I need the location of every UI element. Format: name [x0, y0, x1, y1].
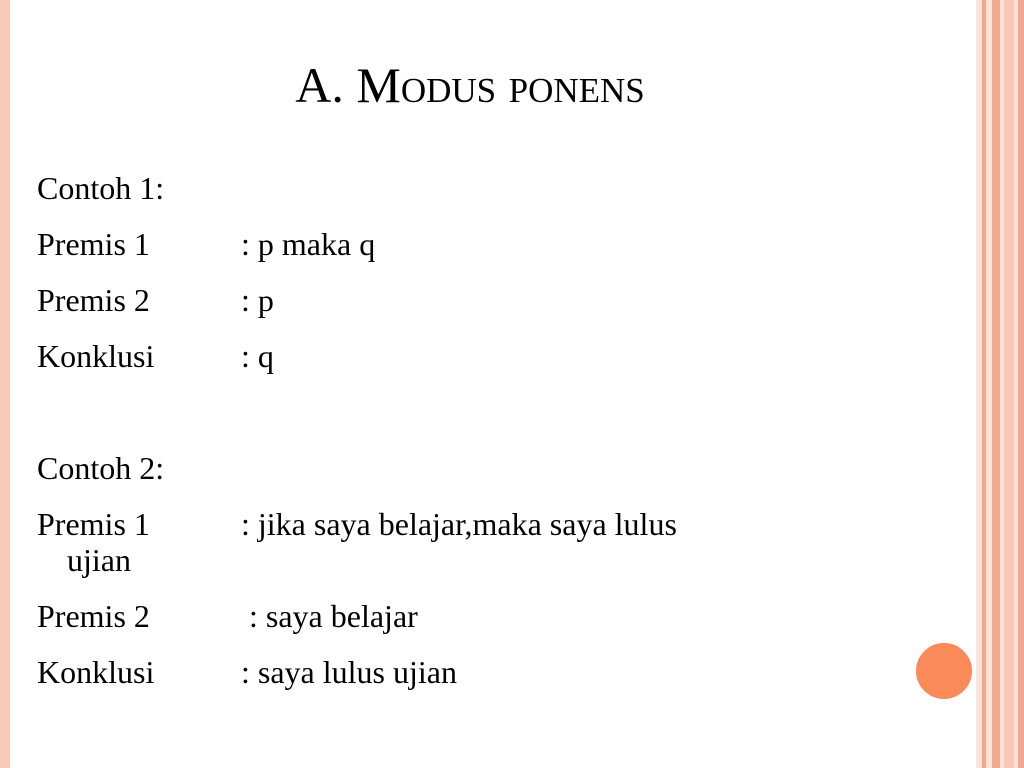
row-label: Premis 1: [37, 226, 150, 262]
example-1-row-premis-1: [37, 216, 897, 272]
row-value-continuation: ujian: [67, 542, 131, 578]
slide-title: A. Modus ponens: [295, 57, 645, 113]
example-2-row-konklusi: [37, 644, 897, 700]
right-decorative-stripes: [976, 0, 1024, 768]
left-border-line: [10, 0, 12, 768]
row-value: : saya lulus ujian: [241, 654, 457, 690]
example-1-row-konklusi: [37, 328, 897, 384]
row-value: : p: [241, 282, 274, 318]
row-value: : q: [241, 338, 274, 374]
example-2-row-premis-1: [37, 496, 897, 552]
row-label: Premis 2: [37, 598, 150, 634]
left-border-stripe: [0, 0, 10, 768]
slide-content: [37, 160, 897, 700]
example-2-row-premis-2: [37, 588, 897, 644]
row-label: Premis 2: [37, 282, 150, 318]
stripe: [992, 0, 1000, 768]
stripe: [1018, 0, 1024, 768]
row-value: : jika saya belajar,maka saya lulus: [241, 506, 677, 542]
row-label: Premis 1: [37, 506, 150, 542]
stripe: [1004, 0, 1014, 768]
example-1-row-premis-2: [37, 272, 897, 328]
example-1-heading: Contoh 1:: [37, 170, 165, 206]
row-value: : p maka q: [241, 226, 376, 262]
row-value: : saya belajar: [241, 598, 418, 634]
decorative-circle: [913, 640, 975, 702]
spacer: [37, 384, 897, 440]
example-2-heading: Contoh 2:: [37, 450, 165, 486]
row-label: Konklusi: [37, 654, 155, 690]
row-label: Konklusi: [37, 338, 155, 374]
